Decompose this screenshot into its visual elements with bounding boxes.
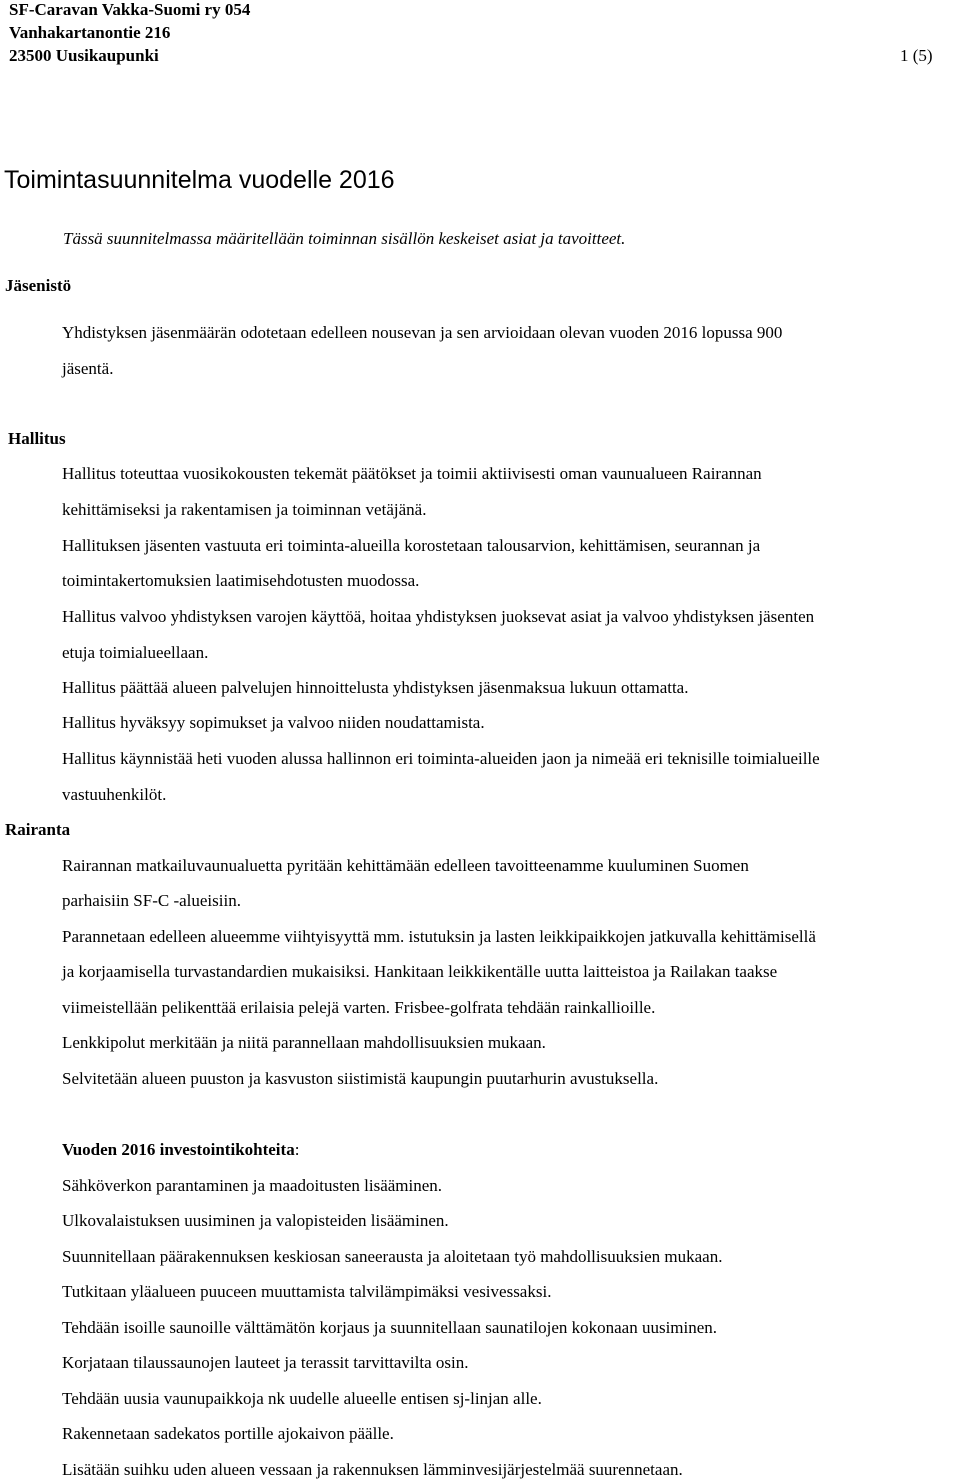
rairanta-line: Parannetaan edelleen alueemme viihtyisyyttä mm. istutuksin ja lasten leikkipaikkojen jatkuvalla kehittämisellä bbox=[62, 927, 816, 946]
investment-item: Ulkovalaistuksen uusiminen ja valopisteiden lisääminen. bbox=[62, 1211, 449, 1230]
hallitus-line: kehittämiseksi ja rakentamisen ja toiminnan vetäjänä. bbox=[62, 500, 427, 519]
hallitus-line: Hallitus hyväksyy sopimukset ja valvoo niiden noudattamista. bbox=[62, 713, 485, 732]
investment-item: Tutkitaan yläalueen puuceen muuttamista talvilämpimäksi vesivessaksi. bbox=[62, 1282, 552, 1301]
intro-text: Tässä suunnitelmassa määritellään toiminnan sisällön keskeiset asiat ja tavoitteet. bbox=[63, 229, 626, 248]
investment-item: Tehdään uusia vaunupaikkoja nk uudelle alueelle entisen sj-linjan alle. bbox=[62, 1389, 542, 1408]
rairanta-line: Selvitetään alueen puuston ja kasvuston siistimistä kaupungin puutarhurin avustuksella. bbox=[62, 1069, 659, 1088]
hallitus-line: etuja toimialueellaan. bbox=[62, 643, 209, 662]
investment-item: Tehdään isoille saunoille välttämätön korjaus ja suunnitellaan saunatilojen kokonaan uusiminen. bbox=[62, 1318, 718, 1337]
hallitus-line: Hallitus valvoo yhdistyksen varojen käyttöä, hoitaa yhdistyksen juoksevat asiat ja valvoo yhdistyksen jäsenten bbox=[62, 607, 815, 626]
section-heading-jasenisto: Jäsenistö bbox=[5, 276, 72, 295]
hallitus-line: Hallitus käynnistää heti vuoden alussa hallinnon eri toiminta-alueiden jaon ja nimeää eri teknisille toimialueille bbox=[62, 749, 820, 768]
org-name: SF-Caravan Vakka-Suomi ry 054 bbox=[9, 0, 251, 19]
investment-item: Rakennetaan sadekatos portille ajokaivon päälle. bbox=[62, 1424, 394, 1443]
org-city: 23500 Uusikaupunki bbox=[9, 46, 159, 65]
investment-item: Suunnitellaan päärakennuksen keskiosan saneerausta ja aloitetaan työ mahdollisuuksien mukaan. bbox=[62, 1247, 723, 1266]
rairanta-line: Rairannan matkailuvaunualuetta pyritään kehittämään edelleen tavoitteenamme kuuluminen Suomen bbox=[62, 856, 749, 875]
hallitus-line: Hallituksen jäsenten vastuuta eri toiminta-alueilla korostetaan talousarvion, kehittämisen, seurannan ja bbox=[62, 536, 761, 555]
section-heading-rairanta: Rairanta bbox=[5, 820, 71, 839]
investments-heading-colon: : bbox=[294, 1140, 300, 1159]
rairanta-line: viimeistellään pelikenttää erilaisia pelejä varten. Frisbee-golfrata tehdään rainkallioille. bbox=[62, 998, 656, 1017]
investments-heading-text: Vuoden 2016 investointikohteita bbox=[62, 1140, 295, 1159]
rairanta-line: ja korjaamisella turvastandardien mukaisiksi. Hankitaan leikkikentälle uutta laitteistoa ja Railakan taakse bbox=[62, 962, 778, 981]
hallitus-line: Hallitus toteuttaa vuosikokousten tekemät päätökset ja toimii aktiivisesti oman vaunualueen Rairannan bbox=[62, 464, 762, 483]
jasenisto-line: jäsentä. bbox=[62, 359, 114, 378]
hallitus-line: vastuuhenkilöt. bbox=[62, 785, 167, 804]
rairanta-line: parhaisiin SF-C -alueisiin. bbox=[62, 891, 241, 910]
page-title: Toimintasuunnitelma vuodelle 2016 bbox=[4, 166, 395, 194]
investment-item: Sähköverkon parantaminen ja maadoitusten lisääminen. bbox=[62, 1176, 443, 1195]
investment-item: Korjataan tilaussaunojen lauteet ja terassit tarvittavilta osin. bbox=[62, 1353, 469, 1372]
jasenisto-line: Yhdistyksen jäsenmäärän odotetaan edelleen nousevan ja sen arvioidaan olevan vuoden 2016 lopussa 900 bbox=[62, 323, 783, 342]
org-street: Vanhakartanontie 216 bbox=[9, 23, 171, 42]
rairanta-line: Lenkkipolut merkitään ja niitä parannellaan mahdollisuuksien mukaan. bbox=[62, 1033, 546, 1052]
page-number: 1 (5) bbox=[900, 46, 933, 65]
section-heading-hallitus: Hallitus bbox=[8, 429, 66, 448]
investment-item: Lisätään suihku uden alueen vessaan ja rakennuksen lämminvesijärjestelmää suurennetaan. bbox=[62, 1460, 683, 1479]
investments-heading bbox=[62, 1140, 299, 1160]
hallitus-line: Hallitus päättää alueen palvelujen hinnoittelusta yhdistyksen jäsenmaksua lukuun ottamatta. bbox=[62, 678, 689, 697]
hallitus-line: toimintakertomuksien laatimisehdotusten muodossa. bbox=[62, 571, 420, 590]
